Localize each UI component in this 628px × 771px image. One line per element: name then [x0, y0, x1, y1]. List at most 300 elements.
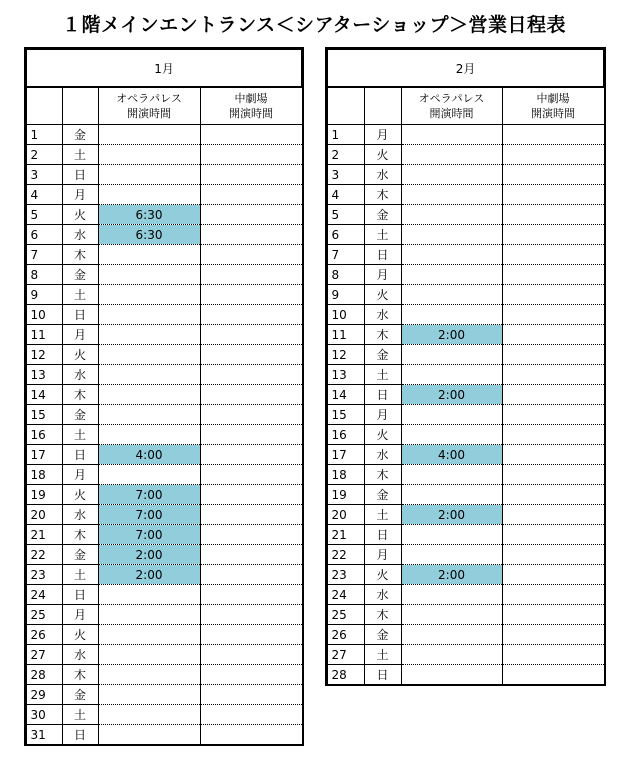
- weekday: 土: [364, 365, 401, 385]
- weekday: 日: [62, 725, 98, 745]
- playhouse-time: [502, 585, 604, 605]
- playhouse-time: [200, 205, 302, 225]
- opera-palace-time: [98, 645, 200, 665]
- weekday: 月: [62, 325, 98, 345]
- weekday: 日: [364, 665, 401, 685]
- opera-palace-time: [401, 285, 502, 305]
- weekday: 火: [364, 145, 401, 165]
- day-number: 27: [327, 645, 364, 665]
- playhouse-time: [502, 625, 604, 645]
- weekday: 月: [364, 545, 401, 565]
- table-row: [26, 545, 302, 565]
- day-number: 28: [26, 665, 62, 685]
- day-number: 14: [327, 385, 364, 405]
- playhouse-header: [200, 87, 302, 125]
- playhouse-time: [200, 165, 302, 185]
- opera-palace-time: [98, 145, 200, 165]
- playhouse-time: [200, 345, 302, 365]
- day-number: 5: [327, 205, 364, 225]
- day-number: 17: [26, 445, 62, 465]
- day-number-header: [26, 87, 62, 125]
- table-row: [327, 165, 604, 185]
- page-title: １階メインエントランス＜シアターショップ＞営業日程表: [62, 14, 566, 36]
- opera-palace-time: [401, 245, 502, 265]
- opera-palace-time: [98, 345, 200, 365]
- weekday: 月: [364, 265, 401, 285]
- opera-palace-time: [98, 385, 200, 405]
- opera-palace-time: [401, 225, 502, 245]
- table-row: [327, 505, 604, 525]
- playhouse-start-time-label: 開演時間: [531, 107, 575, 120]
- weekday-header: [62, 87, 98, 125]
- playhouse-time: [502, 665, 604, 685]
- opera-palace-time: [98, 405, 200, 425]
- weekday: 金: [62, 125, 98, 145]
- opera-palace-time: [98, 285, 200, 305]
- weekday: 土: [364, 505, 401, 525]
- opera-palace-time: [401, 145, 502, 165]
- table-row: [327, 145, 604, 165]
- playhouse-time: [200, 525, 302, 545]
- weekday: 月: [364, 125, 401, 145]
- playhouse-time: [200, 225, 302, 245]
- day-number: 3: [26, 165, 62, 185]
- day-number: 16: [26, 425, 62, 445]
- day-number: 26: [327, 625, 364, 645]
- opera-palace-time: [401, 625, 502, 645]
- playhouse-time: [200, 545, 302, 565]
- table-row: [26, 645, 302, 665]
- table-row: [327, 425, 604, 445]
- opera-palace-header: [98, 87, 200, 125]
- table-row: [327, 185, 604, 205]
- day-number: 4: [327, 185, 364, 205]
- playhouse-time: [502, 405, 604, 425]
- playhouse-time: [502, 145, 604, 165]
- playhouse-time: [200, 445, 302, 465]
- playhouse-time: [200, 505, 302, 525]
- opera-palace-time: [401, 405, 502, 425]
- playhouse-time: [502, 345, 604, 365]
- opera-palace-time: 2:00: [401, 565, 502, 585]
- playhouse-time: [200, 405, 302, 425]
- january-schedule-table: [25, 48, 303, 745]
- weekday: 月: [62, 465, 98, 485]
- opera-palace-time: [401, 305, 502, 325]
- day-number: 4: [26, 185, 62, 205]
- playhouse-time: [502, 525, 604, 545]
- day-number: 21: [26, 525, 62, 545]
- table-row: [327, 525, 604, 545]
- day-number: 6: [327, 225, 364, 245]
- playhouse-time: [502, 225, 604, 245]
- weekday: 日: [364, 245, 401, 265]
- weekday: 金: [62, 405, 98, 425]
- opera-palace-time: [401, 165, 502, 185]
- day-number: 22: [26, 545, 62, 565]
- weekday: 火: [62, 625, 98, 645]
- opera-palace-time: [401, 265, 502, 285]
- day-number: 6: [26, 225, 62, 245]
- playhouse-time: [200, 685, 302, 705]
- weekday: 日: [62, 445, 98, 465]
- weekday: 水: [62, 645, 98, 665]
- opera-palace-time: [401, 465, 502, 485]
- day-number: 5: [26, 205, 62, 225]
- table-row: [26, 345, 302, 365]
- opera-palace-time: 2:00: [401, 325, 502, 345]
- weekday: 水: [62, 365, 98, 385]
- february-schedule-table: [326, 48, 605, 685]
- opera-palace-time: [98, 425, 200, 445]
- playhouse-time: [200, 565, 302, 585]
- table-row: [26, 665, 302, 685]
- opera-palace-time: [98, 125, 200, 145]
- opera-palace-time: [401, 645, 502, 665]
- opera-palace-time: [401, 205, 502, 225]
- table-row: [26, 425, 302, 445]
- day-number: 27: [26, 645, 62, 665]
- weekday: 金: [364, 485, 401, 505]
- opera-palace-header: [401, 87, 502, 125]
- table-row: [327, 665, 604, 685]
- table-row: [26, 525, 302, 545]
- table-row: [327, 265, 604, 285]
- weekday: 水: [364, 445, 401, 465]
- table-row: [26, 465, 302, 485]
- day-number: 15: [26, 405, 62, 425]
- playhouse-time: [502, 265, 604, 285]
- table-row: [327, 565, 604, 585]
- table-row: [327, 125, 604, 145]
- opera-palace-time: [98, 705, 200, 725]
- weekday: 金: [364, 625, 401, 645]
- opera-palace-time: [401, 185, 502, 205]
- day-number: 22: [327, 545, 364, 565]
- playhouse-time: [502, 425, 604, 445]
- opera-palace-time: [98, 185, 200, 205]
- playhouse-time: [502, 185, 604, 205]
- day-number: 26: [26, 625, 62, 645]
- playhouse-time: [502, 165, 604, 185]
- table-row: [327, 545, 604, 565]
- playhouse-time: [502, 125, 604, 145]
- month-label: 1月: [26, 49, 302, 87]
- opera-palace-time: [98, 365, 200, 385]
- table-row: [26, 285, 302, 305]
- weekday: 日: [62, 165, 98, 185]
- weekday: 木: [364, 325, 401, 345]
- opera-palace-time: 2:00: [401, 385, 502, 405]
- table-row: [26, 145, 302, 165]
- day-number: 9: [327, 285, 364, 305]
- weekday: 水: [62, 505, 98, 525]
- table-row: [26, 165, 302, 185]
- table-row: [26, 305, 302, 325]
- weekday: 水: [364, 165, 401, 185]
- playhouse-time: [502, 645, 604, 665]
- day-number: 15: [327, 405, 364, 425]
- day-number: 8: [327, 265, 364, 285]
- weekday: 日: [364, 525, 401, 545]
- day-number: 30: [26, 705, 62, 725]
- playhouse-time: [200, 245, 302, 265]
- table-row: [327, 645, 604, 665]
- playhouse-time: [502, 485, 604, 505]
- opera-palace-time: [98, 725, 200, 745]
- day-number: 7: [26, 245, 62, 265]
- opera-start-time-label: 開演時間: [429, 107, 474, 120]
- weekday: 土: [62, 565, 98, 585]
- playhouse-time: [200, 265, 302, 285]
- weekday-header: [364, 87, 401, 125]
- table-row: [26, 365, 302, 385]
- day-number: 19: [26, 485, 62, 505]
- opera-palace-time: [98, 165, 200, 185]
- playhouse-time: [200, 585, 302, 605]
- table-row: [327, 605, 604, 625]
- day-number: 25: [26, 605, 62, 625]
- day-number: 17: [327, 445, 364, 465]
- day-number: 2: [327, 145, 364, 165]
- opera-palace-time: [401, 425, 502, 445]
- table-row: [327, 205, 604, 225]
- opera-palace-time: [401, 365, 502, 385]
- weekday: 火: [364, 425, 401, 445]
- weekday: 木: [364, 465, 401, 485]
- opera-palace-time: [401, 125, 502, 145]
- weekday: 木: [364, 605, 401, 625]
- playhouse-time: [502, 445, 604, 465]
- opera-palace-time: 2:00: [401, 505, 502, 525]
- playhouse-time: [200, 665, 302, 685]
- table-row: [26, 245, 302, 265]
- day-number: 12: [327, 345, 364, 365]
- opera-palace-label: オペラパレス: [116, 92, 182, 105]
- playhouse-time: [200, 705, 302, 725]
- opera-palace-time: [98, 605, 200, 625]
- opera-start-time-label: 開演時間: [127, 107, 171, 120]
- day-number: 25: [327, 605, 364, 625]
- playhouse-label: 中劇場: [234, 92, 268, 105]
- table-row: [26, 405, 302, 425]
- table-row: [327, 465, 604, 485]
- day-number: 20: [26, 505, 62, 525]
- day-number: 7: [327, 245, 364, 265]
- day-number: 24: [26, 585, 62, 605]
- weekday: 火: [62, 485, 98, 505]
- opera-palace-time: [401, 525, 502, 545]
- opera-palace-time: [401, 585, 502, 605]
- day-number: 10: [26, 305, 62, 325]
- table-row: [327, 405, 604, 425]
- day-number: 14: [26, 385, 62, 405]
- playhouse-time: [200, 285, 302, 305]
- day-number: 16: [327, 425, 364, 445]
- table-row: [26, 505, 302, 525]
- table-row: [327, 365, 604, 385]
- playhouse-time: [200, 485, 302, 505]
- day-number: 13: [327, 365, 364, 385]
- playhouse-time: [200, 125, 302, 145]
- playhouse-header: [502, 87, 604, 125]
- table-row: [26, 385, 302, 405]
- playhouse-time: [502, 365, 604, 385]
- weekday: 水: [364, 585, 401, 605]
- playhouse-time: [502, 465, 604, 485]
- opera-palace-time: 6:30: [98, 205, 200, 225]
- day-number: 13: [26, 365, 62, 385]
- weekday: 火: [62, 345, 98, 365]
- day-number: 12: [26, 345, 62, 365]
- playhouse-time: [200, 305, 302, 325]
- table-row: [327, 385, 604, 405]
- opera-palace-time: 6:30: [98, 225, 200, 245]
- opera-palace-time: [401, 545, 502, 565]
- weekday: 木: [364, 185, 401, 205]
- playhouse-time: [200, 645, 302, 665]
- opera-palace-time: 2:00: [98, 545, 200, 565]
- day-number: 1: [327, 125, 364, 145]
- month-label: 2月: [327, 49, 604, 87]
- opera-palace-time: 4:00: [401, 445, 502, 465]
- playhouse-time: [502, 545, 604, 565]
- playhouse-time: [502, 245, 604, 265]
- weekday: 木: [62, 245, 98, 265]
- table-row: [327, 445, 604, 465]
- opera-palace-time: [401, 665, 502, 685]
- playhouse-label: 中劇場: [536, 92, 570, 105]
- weekday: 木: [62, 665, 98, 685]
- opera-palace-time: [98, 305, 200, 325]
- day-number: 28: [327, 665, 364, 685]
- table-row: [327, 245, 604, 265]
- playhouse-time: [200, 365, 302, 385]
- day-number: 3: [327, 165, 364, 185]
- playhouse-time: [502, 385, 604, 405]
- playhouse-time: [200, 725, 302, 745]
- weekday: 木: [62, 525, 98, 545]
- table-row: [327, 485, 604, 505]
- day-number: 11: [26, 325, 62, 345]
- day-number: 18: [327, 465, 364, 485]
- day-number: 31: [26, 725, 62, 745]
- day-number: 9: [26, 285, 62, 305]
- table-row: [327, 285, 604, 305]
- playhouse-start-time-label: 開演時間: [229, 107, 273, 120]
- opera-palace-time: [98, 325, 200, 345]
- day-number: 21: [327, 525, 364, 545]
- weekday: 土: [62, 705, 98, 725]
- table-row: [26, 705, 302, 725]
- weekday: 水: [62, 225, 98, 245]
- weekday: 金: [364, 205, 401, 225]
- opera-palace-label: オペラパレス: [418, 92, 485, 105]
- day-number: 24: [327, 585, 364, 605]
- playhouse-time: [200, 385, 302, 405]
- weekday: 月: [62, 185, 98, 205]
- table-row: [26, 265, 302, 285]
- day-number: 19: [327, 485, 364, 505]
- opera-palace-time: 4:00: [98, 445, 200, 465]
- playhouse-time: [200, 185, 302, 205]
- table-row: [327, 625, 604, 645]
- opera-palace-time: 7:00: [98, 485, 200, 505]
- opera-palace-time: [98, 465, 200, 485]
- table-row: [26, 685, 302, 705]
- opera-palace-time: 7:00: [98, 505, 200, 525]
- day-number: 23: [327, 565, 364, 585]
- table-row: [26, 625, 302, 645]
- table-row: [26, 565, 302, 585]
- day-number: 8: [26, 265, 62, 285]
- table-row: [26, 325, 302, 345]
- day-number: 23: [26, 565, 62, 585]
- table-row: [327, 585, 604, 605]
- table-row: [327, 305, 604, 325]
- opera-palace-time: 2:00: [98, 565, 200, 585]
- opera-palace-time: [98, 685, 200, 705]
- table-row: [327, 345, 604, 365]
- table-row: [26, 605, 302, 625]
- opera-palace-time: [98, 245, 200, 265]
- day-number-header: [327, 87, 364, 125]
- weekday: 木: [62, 385, 98, 405]
- table-row: [26, 185, 302, 205]
- weekday: 金: [62, 685, 98, 705]
- playhouse-time: [200, 465, 302, 485]
- opera-palace-time: [401, 605, 502, 625]
- day-number: 2: [26, 145, 62, 165]
- weekday: 日: [62, 305, 98, 325]
- opera-palace-time: [401, 345, 502, 365]
- playhouse-time: [502, 605, 604, 625]
- playhouse-time: [200, 625, 302, 645]
- weekday: 月: [62, 605, 98, 625]
- playhouse-time: [502, 325, 604, 345]
- weekday: 火: [364, 565, 401, 585]
- table-row: [327, 325, 604, 345]
- table-row: [26, 205, 302, 225]
- opera-palace-time: [98, 265, 200, 285]
- weekday: 水: [364, 305, 401, 325]
- opera-palace-time: 7:00: [98, 525, 200, 545]
- weekday: 土: [62, 145, 98, 165]
- weekday: 土: [62, 285, 98, 305]
- table-row: [26, 485, 302, 505]
- playhouse-time: [200, 325, 302, 345]
- day-number: 29: [26, 685, 62, 705]
- table-row: [26, 125, 302, 145]
- day-number: 18: [26, 465, 62, 485]
- day-number: 10: [327, 305, 364, 325]
- weekday: 金: [364, 345, 401, 365]
- weekday: 日: [364, 385, 401, 405]
- playhouse-time: [502, 205, 604, 225]
- day-number: 11: [327, 325, 364, 345]
- playhouse-time: [200, 145, 302, 165]
- table-row: [26, 445, 302, 465]
- day-number: 1: [26, 125, 62, 145]
- playhouse-time: [502, 505, 604, 525]
- table-row: [26, 585, 302, 605]
- opera-palace-time: [98, 665, 200, 685]
- opera-palace-time: [98, 585, 200, 605]
- weekday: 土: [62, 425, 98, 445]
- day-number: 20: [327, 505, 364, 525]
- playhouse-time: [200, 425, 302, 445]
- weekday: 日: [62, 585, 98, 605]
